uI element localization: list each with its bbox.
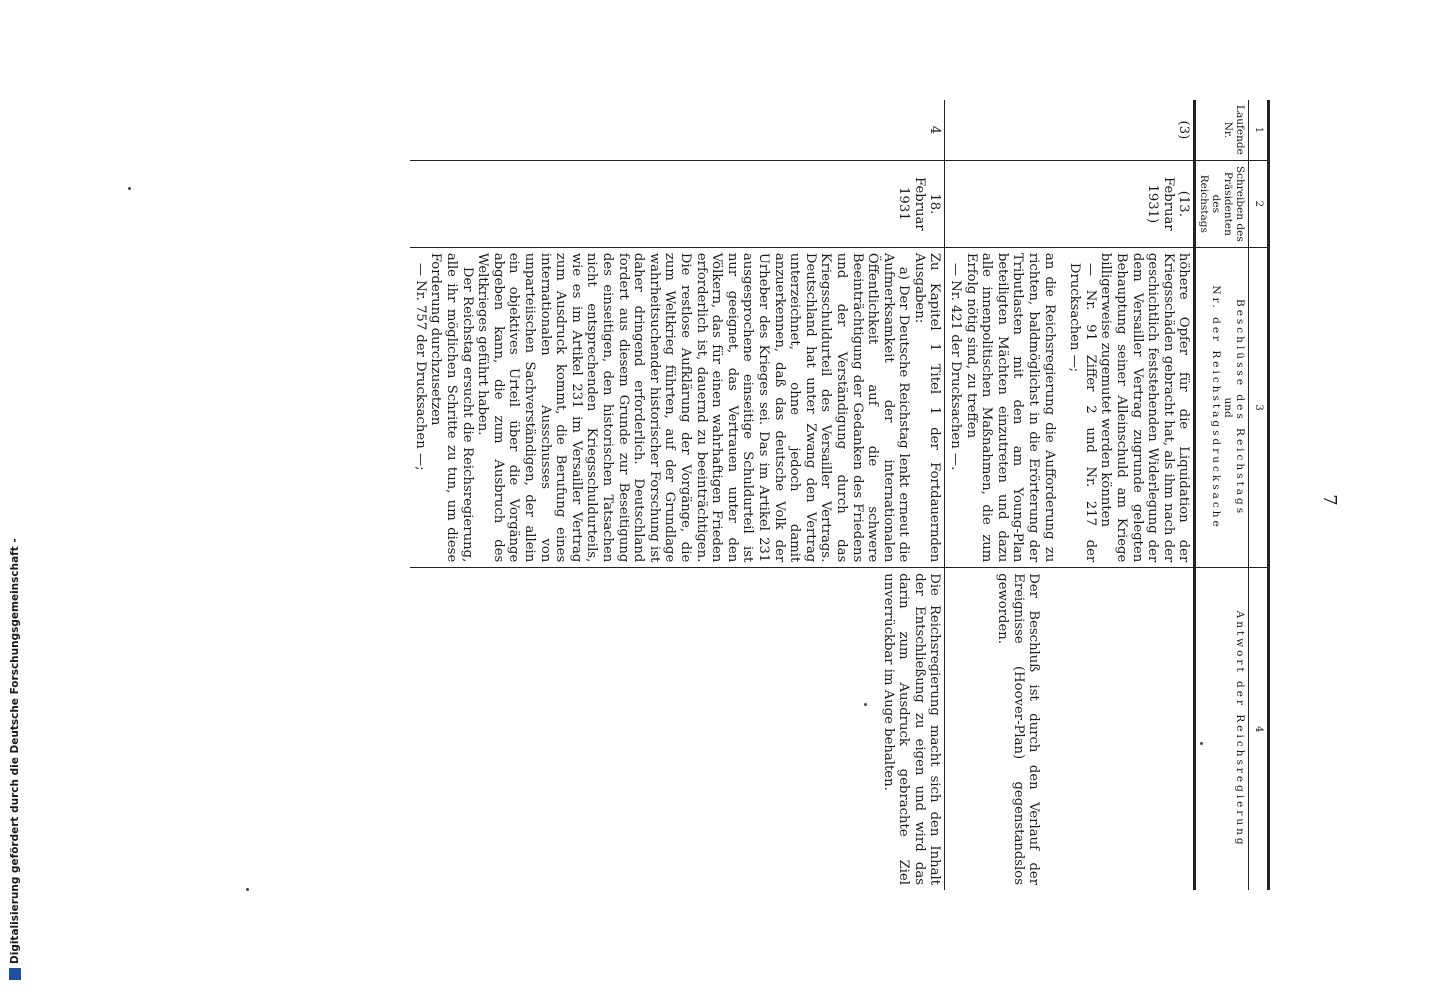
resolution-paragraph: Der Reichstag ersucht die Reichsregierung, alle ihr möglichen Schritte zu tun, um diese Forderung durchzusetzen [428, 252, 475, 563]
resolution-paragraph: an die Reichsregierung die Aufforderung zu richten, baldmöglichst in die Erörterung der Tributlasten mit den am Young-Plan beteiligten Mächten einzutreten und dazu alle innenpolitischen Maßnahmen, die zum Erfolg nötig sind, zu treffen [963, 252, 1057, 563]
scan-speck [246, 888, 249, 891]
scan-speck [864, 703, 867, 706]
col3-header-title: Beschlüsse des Reichstags [1234, 298, 1247, 517]
row-answer [945, 568, 1195, 890]
resolution-heading: Zu Kapitel 1 Titel 1 der Fortdauernden Ausgaben: [911, 252, 943, 563]
scan-speck [128, 187, 131, 190]
row-resolution [945, 247, 1195, 567]
col3-header [1195, 247, 1249, 567]
col4-header-title: Antwort der Reichsregierung [1234, 610, 1247, 848]
row-date: (13. Februar 1931) [945, 160, 1195, 247]
row-nr: 4 [927, 125, 943, 135]
digitization-sidebar [8, 40, 22, 990]
rotated-page-area [90, 100, 1340, 900]
digitization-note [8, 40, 22, 980]
col-number-2: 2 [1249, 160, 1269, 247]
dfg-logo-icon [9, 968, 21, 980]
col-number-3: 3 [1249, 247, 1269, 567]
column-header-row [1195, 100, 1249, 890]
row-nr: (3) [1176, 120, 1192, 140]
resolutions-table [410, 100, 1270, 890]
page-number: 7 [1319, 494, 1340, 506]
col3-header-sub: Nr. der Reichstagsdrucksache [1210, 285, 1223, 530]
col4-header [1195, 568, 1249, 890]
answer-text: Die Reichsregierung macht sich den Inhalt der Entschließung zu eigen und wird das darin zum Ausdruck gebrachte Ziel unverrückbar im Auge behalten. [880, 573, 943, 885]
col-number-4: 4 [1249, 568, 1269, 890]
table-row [410, 100, 945, 890]
col-number-1: 1 [1249, 100, 1269, 160]
column-number-row [1249, 100, 1269, 890]
digitization-text: Digitalisierung gefördert durch die Deutsche Forschungsgemeinschaft - [9, 538, 21, 964]
resolution-reference: — Nr. 421 der Drucksachen —. [948, 262, 964, 471]
table-row [945, 100, 1195, 890]
page-content [90, 100, 1340, 900]
col1-header: Laufende Nr. [1195, 100, 1249, 160]
row-date: 18. Februar 1931 [410, 160, 945, 247]
col3-header-und: und [1222, 397, 1235, 418]
resolution-reference: — Nr. 757 der Drucksachen —; [412, 262, 428, 471]
col2-header: Schreiben des Präsidenten des Reichstags [1195, 160, 1249, 247]
scan-speck [1200, 742, 1203, 745]
resolution-paragraph: a) Der Deutsche Reichstag lenkt erneut die Aufmerksamkeit der internationalen Öffentlichkeit auf die schwere Beeinträchtigung der Gedanken des Friedens und der Verständigung durch das Kriegsschuldurteil des Versailler Vertrags. Deutschland hat unter Zwang den Vertrag unterzeichnet, ohne jedoch damit anzuerkennen, daß das deutsche Volk der Urheber des Krieges sei. Das im Artikel 231 ausgesprochene einseitige Schuldurteil ist nur geeignet, das Vertrauen unter den Völkern, das für einen wahrhaftigen Frieden erforderlich ist, dauernd zu beeinträchtigen. Die restlose Aufklärung der Vorgänge, die zum Weltkrieg führten, auf der Grundlage wahrheitsuchender historischer Forschung ist daher dringend erforderlich. Deutschland fordert aus diesem Grunde zur Beseitigung des einseitigen, den historischen Tatsachen nicht entsprechenden Kriegsschuldurteils, wie es im Artikel 231 im Versailler Vertrag zum Ausdruck kommt, die Berufung eines internationalen Ausschusses von unparteiischen Sachverständigen, der allein ein objektives Urteil über die Vorgänge abgeben kann, die zum Ausbruch des Weltkrieges geführt haben. [475, 252, 912, 563]
row-answer [410, 568, 945, 890]
answer-text: Der Beschluß ist durch den Verlauf der Ereignisse (Hoover-Plan) gegenstandslos geworden. [995, 573, 1042, 885]
resolution-paragraph: höhere Opfer für die Liquidation der Kriegsschäden gebracht hat, als ihm nach der geschichtlich feststehenden Widerlegung der dem Versailler Vertrag zugrunde gelegten Behauptung seiner Alleinschuld am Kriege billigerweise zugemutet werden könnten [1098, 252, 1192, 563]
row-resolution [410, 247, 945, 567]
resolution-reference: — Nr. 91 Ziffer 2 und Nr. 217 der Drucksachen —; [1067, 262, 1098, 563]
